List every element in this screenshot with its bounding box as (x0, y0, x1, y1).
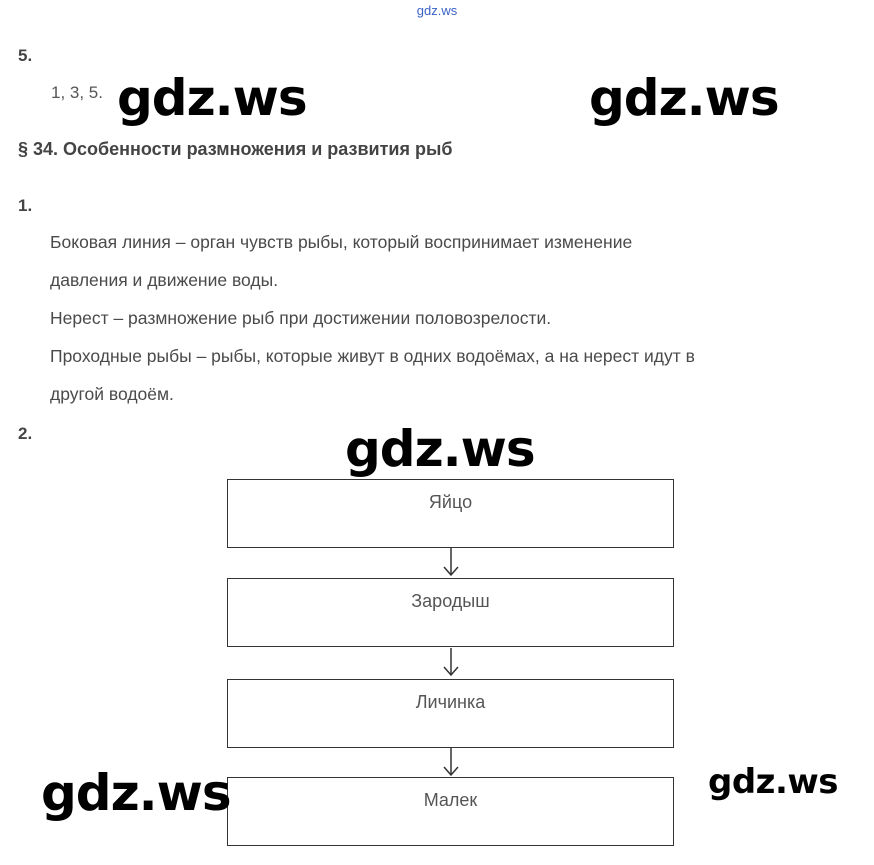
arrow-down-icon (441, 748, 461, 778)
watermark: gdz.ws (589, 69, 779, 127)
definition-line: другой водоём. (50, 384, 174, 404)
definition-line: Проходные рыбы – рыбы, которые живут в одних водоёмах, а на нерест идут в (50, 346, 695, 366)
site-mark: gdz.ws (416, 3, 458, 18)
arrow-down-icon (441, 548, 461, 578)
task-1-number: 1. (18, 196, 33, 215)
definition-line: Нерест – размножение рыб при достижении половозрелости. (50, 308, 552, 328)
task-1-definitions (50, 223, 870, 413)
stage-box-egg (227, 479, 674, 548)
stage-label: Зародыш (411, 591, 490, 611)
task-2-number: 2. (18, 424, 33, 443)
stage-box-larva (227, 679, 674, 748)
watermark: gdz.ws (41, 764, 231, 822)
arrow-down-icon (441, 648, 461, 678)
stage-label: Яйцо (428, 492, 473, 512)
stage-label: Малек (423, 790, 478, 810)
stage-box-embryo (227, 578, 674, 647)
stage-box-fry (227, 777, 674, 846)
definition-line: давления и движение воды. (50, 270, 279, 290)
definition-line: Боковая линия – орган чувств рыбы, который воспринимает изменение (50, 232, 633, 252)
watermark: gdz.ws (117, 69, 307, 127)
task-5-number: 5. (18, 46, 33, 65)
stage-label: Личинка (415, 692, 486, 712)
task-5-answer: 1, 3, 5. (51, 83, 103, 102)
watermark: gdz.ws (708, 762, 839, 802)
watermark: gdz.ws (345, 420, 535, 478)
section-heading: § 34. Особенности размножения и развития рыб (18, 139, 453, 159)
